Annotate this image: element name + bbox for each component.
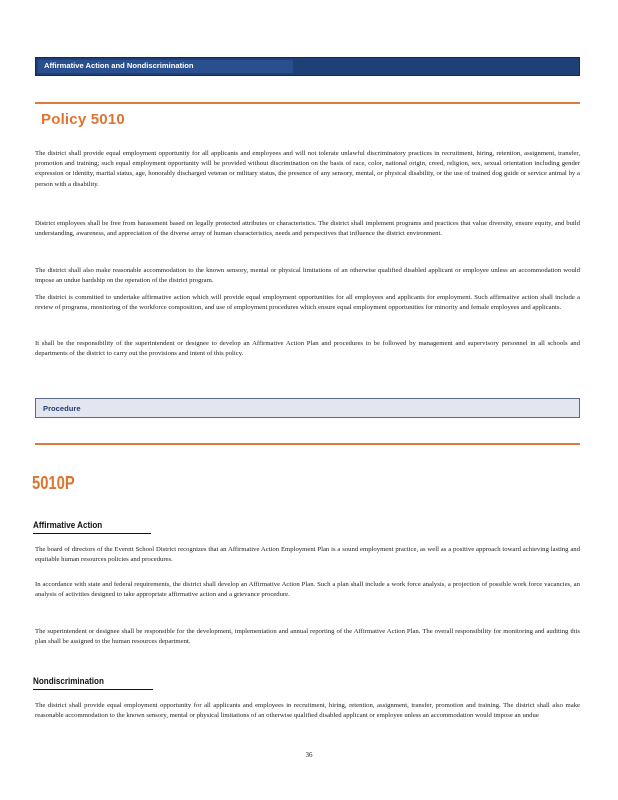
orange-divider-bottom	[35, 443, 580, 445]
affirmative-action-heading: Affirmative Action	[33, 520, 103, 531]
policy-paragraph-3: The district shall also make reasonable accommodation to the known sensory, mental or physical limitations of an otherwise qualified disabled applicant or employee unless an accommodation would impose an undue hardship on the operation of the district program.	[35, 267, 580, 285]
affirmative-action-paragraph-3: The superintendent or designee shall be responsible for the development, implementation and annual reporting of the Affirmative Action Plan. The overall responsibility for monitoring and auditing this plan shall be assigned to the human resources department.	[35, 628, 580, 646]
affirmative-action-underline	[33, 533, 151, 534]
section-header-title: Affirmative Action and Nondiscrimination	[44, 61, 194, 70]
procedure-bar	[35, 398, 580, 418]
affirmative-action-paragraph-2: In accordance with state and federal requirements, the district shall develop an Affirmative Action Plan. Such a plan shall include a work force analysis, a projection of possible work force vacancies, an analysis of activities designed to take appropriate affirmative action and a grievance procedure.	[35, 581, 580, 599]
policy-paragraph-5: It shall be the responsibility of the superintendent or designee to develop an Affirmative Action Plan and procedures to be followed by management and supervisory personnel in all schools and departments of the district to carry out the provisions and intent of this policy.	[35, 340, 580, 358]
policy-paragraph-1: The district shall provide equal employment opportunity for all applicants and employees and will not tolerate unlawful discriminatory practices in recruitment, hiring, retention, assignment, transfer, promotion and training; such equal employment opportunity will be provided without discrimination on the basis of race, color, national origin, creed, religion, sex, sexual orientation including gender expression or identity, marital status, age, honorably discharged veteran or military status, the presence of any sensory, mental, or physical disability, or the use of trained dog guide or service animal by a person with a disability.	[35, 150, 580, 188]
page-number: 36	[305, 751, 313, 759]
affirmative-action-paragraph-1: The board of directors of the Everett School District recognizes that an Affirmative Action Employment Plan is a sound employment practice, as well as a positive approach toward achieving lasting and equitable human resources policies and procedures.	[35, 546, 580, 564]
policy-paragraph-4: The district is committed to undertake affirmative action which will provide equal employment opportunities for all employees and applicants for employment. Such affirmative action shall include a review of programs, monitoring of the workforce composition, and use of employment procedures which ensure equal employment opportunities for minority and female employees and applicants.	[35, 294, 580, 312]
procedure-title: 5010P	[32, 473, 75, 493]
orange-divider-top	[35, 102, 580, 104]
section-header-bar	[35, 57, 580, 76]
nondiscrimination-heading: Nondiscrimination	[33, 676, 104, 687]
policy-title: Policy 5010	[41, 111, 125, 128]
procedure-label: Procedure	[43, 404, 81, 413]
policy-paragraph-2: District employees shall be free from harassment based on legally protected attributes or characteristics. The district shall implement programs and practices that value diversity, ensure equity, and build understanding, awareness, and appreciation of the diverse array of human characteristics, needs and perspectives that influence the district environment.	[35, 220, 580, 238]
nondiscrimination-underline	[33, 689, 153, 690]
nondiscrimination-paragraph-1: The district shall provide equal employment opportunity for all applicants and employees in recruitment, hiring, retention, assignment, transfer, promotion and training. The district shall also make reasonable accommodation to the known sensory, mental or physical limitations of an otherwise qualified disabled applicant or employee unless an accommodation would impose an undue	[35, 702, 580, 720]
